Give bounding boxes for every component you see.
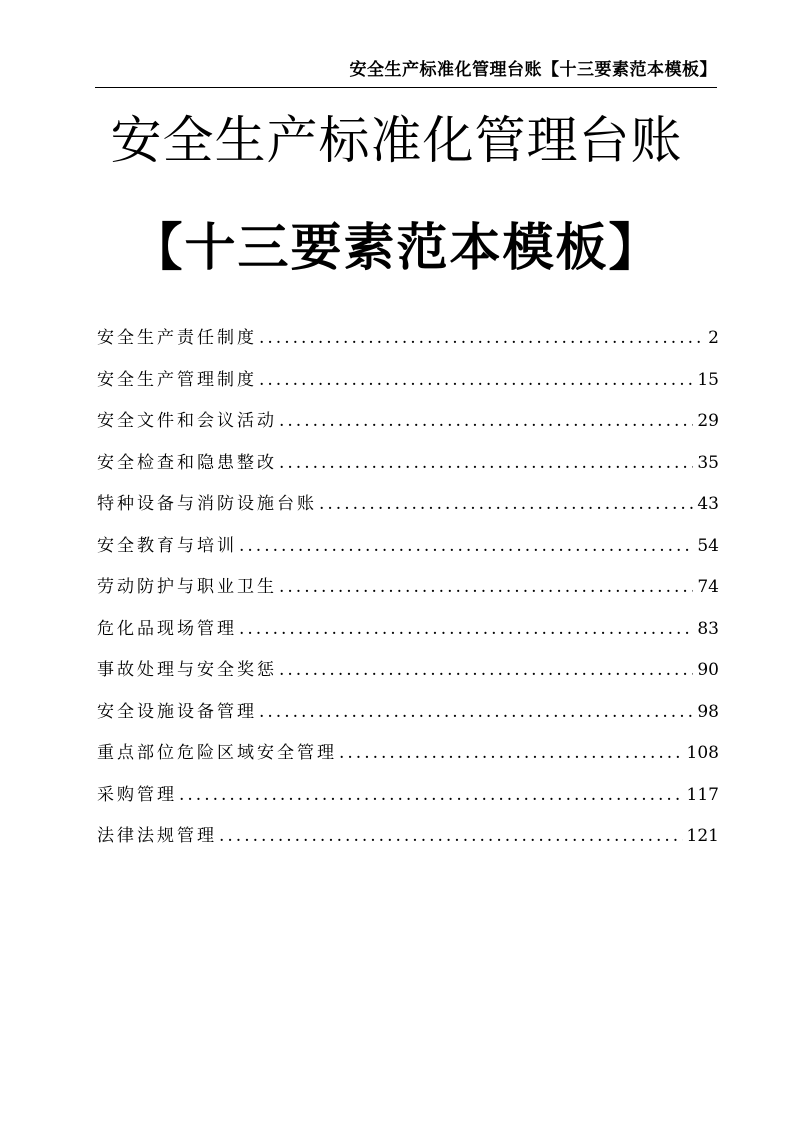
toc-entry[interactable] (97, 609, 719, 651)
toc-entry[interactable] (97, 733, 719, 775)
toc-entry[interactable] (97, 816, 719, 858)
toc-entry[interactable] (97, 401, 719, 443)
toc-page-number: 54 (697, 535, 719, 556)
running-header: 安全生产标准化管理台账【十三要素范本模板】 (95, 57, 717, 88)
toc-dot-leader (279, 401, 693, 443)
toc-page-number: 108 (686, 743, 719, 763)
toc-dot-leader (219, 816, 683, 858)
toc-dot-leader (239, 526, 693, 568)
document-title: 安全生产标准化管理台账 (110, 112, 683, 171)
toc-dot-leader (259, 360, 693, 402)
toc-entry-label: 安全教育与培训 (97, 535, 237, 556)
toc-entry-label: 采购管理 (97, 784, 177, 805)
toc-dot-leader (339, 733, 683, 775)
document-subtitle: 【十三要素范本模板】 (131, 218, 662, 278)
toc-page-number: 29 (697, 411, 719, 431)
toc-page-number: 83 (697, 618, 719, 639)
table-of-contents (97, 318, 719, 858)
toc-entry-label: 安全设施设备管理 (97, 701, 257, 722)
toc-entry-label: 事故处理与安全奖惩 (97, 660, 277, 680)
toc-entry[interactable] (97, 650, 719, 692)
toc-dot-leader (259, 318, 704, 360)
toc-page-number: 98 (697, 701, 719, 722)
toc-entry[interactable] (97, 484, 719, 526)
toc-entry[interactable] (97, 318, 719, 360)
toc-entry-label: 安全生产责任制度 (97, 328, 257, 348)
toc-page-number: 117 (686, 784, 719, 805)
toc-entry-label: 法律法规管理 (97, 826, 217, 846)
toc-entry-label: 安全检查和隐患整改 (97, 452, 277, 473)
toc-entry[interactable] (97, 567, 719, 609)
toc-entry[interactable] (97, 692, 719, 734)
toc-entry[interactable] (97, 526, 719, 568)
toc-entry-label: 重点部位危险区域安全管理 (97, 743, 337, 763)
toc-entry-label: 特种设备与消防设施台账 (97, 494, 317, 514)
toc-dot-leader (319, 484, 693, 526)
toc-entry[interactable] (97, 443, 719, 485)
toc-page-number: 74 (697, 577, 719, 597)
toc-dot-leader (279, 567, 693, 609)
toc-page-number: 15 (697, 369, 719, 390)
toc-dot-leader (279, 443, 693, 485)
toc-page-number: 90 (697, 660, 719, 680)
toc-dot-leader (179, 775, 683, 817)
toc-entry[interactable] (97, 775, 719, 817)
toc-page-number: 121 (686, 826, 719, 846)
toc-dot-leader (279, 650, 693, 692)
toc-entry-label: 安全文件和会议活动 (97, 411, 277, 431)
toc-page-number: 2 (708, 328, 719, 348)
toc-entry[interactable] (97, 360, 719, 402)
toc-page-number: 43 (697, 494, 719, 514)
toc-page-number: 35 (697, 452, 719, 473)
toc-entry-label: 危化品现场管理 (97, 618, 237, 639)
toc-dot-leader (259, 692, 693, 734)
toc-entry-label: 劳动防护与职业卫生 (97, 577, 277, 597)
toc-dot-leader (239, 609, 693, 651)
toc-entry-label: 安全生产管理制度 (97, 369, 257, 390)
